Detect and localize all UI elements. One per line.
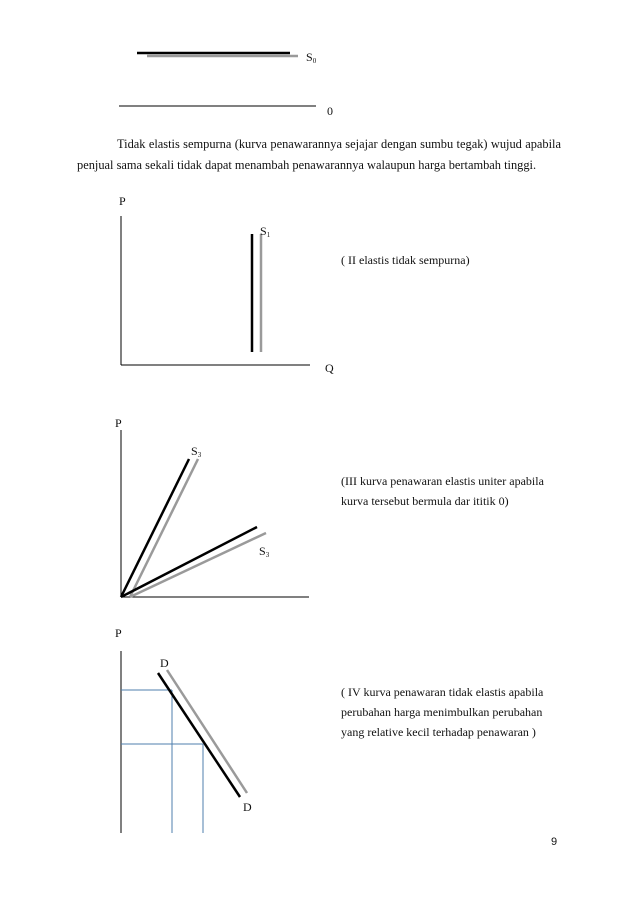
fig1-caption: ( II elastis tidak sempurna) [341, 253, 470, 267]
fig3-curve-label-top: D [160, 656, 169, 670]
figure-perfectly-inelastic-horizontal [119, 53, 316, 106]
figure-iii [121, 430, 309, 597]
s3-steep-black-line [121, 459, 189, 597]
fig3-curve-label-bottom: D [243, 800, 252, 814]
s3-flat-black-line [121, 527, 257, 597]
d-gray-line [167, 670, 247, 793]
fig2-curve-label-bottom: $S_3$ [259, 544, 270, 559]
fig2-y-axis-label: P [115, 416, 122, 430]
fig3-y-axis-label: P [115, 626, 122, 640]
page-number: 9 [551, 836, 558, 848]
fig1-y-axis-label: P [119, 194, 126, 208]
fig2-caption: (III kurva penawaran elastis uniter apabila kurva tersebut bermula dar ititik 0) [341, 474, 544, 508]
fig0-origin-label: 0 [327, 104, 333, 118]
s3-steep-gray-line [130, 459, 198, 597]
fig1-curve-label: $S_1$ [260, 224, 271, 239]
s3-flat-gray-line [130, 533, 266, 597]
fig3-caption: ( IV kurva penawaran tidak elastis apabila perubahan harga menimbulkan perubahan yang relative kecil terhadap penawaran ) [341, 685, 544, 739]
d-black-line [158, 673, 240, 797]
fig1-x-axis-label: Q [325, 361, 334, 375]
figure-ii [121, 216, 310, 365]
fig0-curve-label: $S_0$ [306, 50, 317, 65]
fig2-curve-label-top: $S_3$ [191, 444, 202, 459]
body-paragraph: Tidak elastis sempurna (kurva penawarannya sejajar dengan sumbu tegak) wujud apabila penjual sama sekali tidak dapat menambah penawarannya walaupun harga bertambah tinggi. [77, 137, 561, 172]
figure-iv [121, 651, 247, 833]
